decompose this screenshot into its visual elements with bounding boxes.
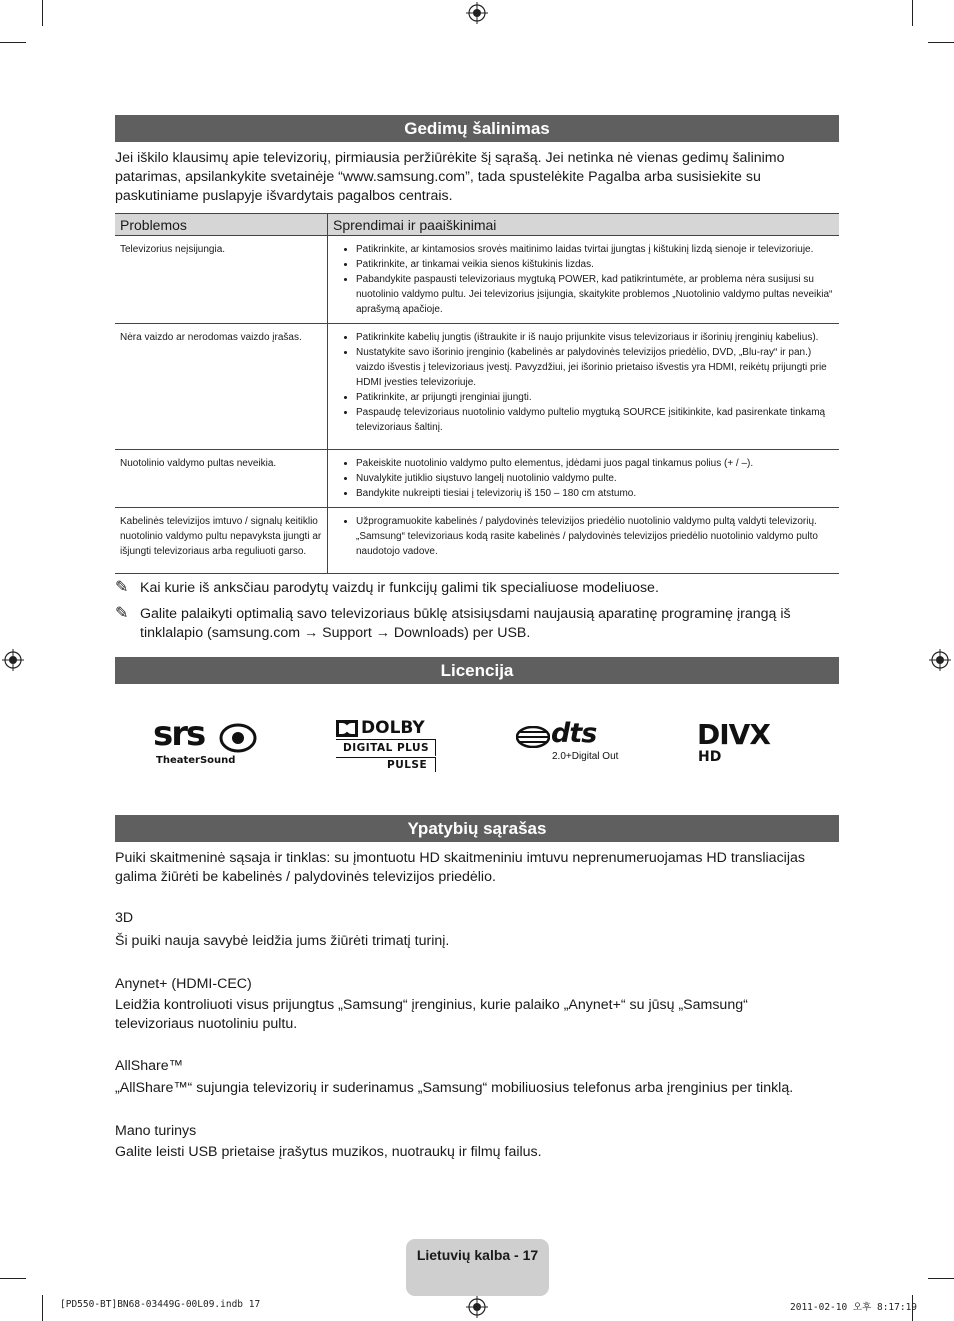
troubleshooting-intro: Jei iškilo klausimų apie televizorių, pirmiausia peržiūrėkite šį sąrašą. Jei netinka nė vienas gedimų šalinimo patarimas, apsilankykite svetainėje “www.samsung.com”, tada spustelėkite Pagalba arba susisiekite su paskutiniame puslapyje išvardytais pagalbos centrais. xyxy=(115,150,785,204)
pencil-note-icon: ✎ xyxy=(115,579,129,596)
troubleshooting-table xyxy=(115,213,839,574)
list-item: • Nuvalykite jutiklio siųstuvo langelį nuotolinio valdymo pulte. xyxy=(356,471,834,486)
list-item: • Patikrinkite, ar prijungti įrenginiai įjungti. xyxy=(356,390,834,405)
table-row xyxy=(115,324,839,450)
crop-mark xyxy=(912,0,913,26)
srs-circle-icon xyxy=(219,723,257,753)
crop-mark xyxy=(42,0,43,26)
solution-list xyxy=(338,330,834,435)
print-timestamp: 2011-02-10 오후 8:17:19 xyxy=(790,1302,918,1313)
dolby-logo: DOLBY DIGITAL PLUS PULSE xyxy=(336,720,438,774)
features-intro: Puiki skaitmeninė sąsaja ir tinklas: su įmontuotu HD skaitmeniniu imtuvu neprenumeruojamas HD transliacijas galima žiūrėti be kabelinės / palydovinės televizijos priedėlio. xyxy=(115,850,805,885)
feature-title: AllShare™ xyxy=(115,1058,183,1074)
note-text: Galite palaikyti optimalią savo televizoriaus būklę atsisiųsdami naujausią aparatinę programinę įrangą iš tinklalapio (samsung.com → Support → Downloads) per USB. xyxy=(140,606,791,641)
feature-title: 3D xyxy=(115,910,134,926)
problem-cell: Nuotolinio valdymo pultas neveikia. xyxy=(115,450,328,508)
registration-mark-icon xyxy=(929,649,951,671)
file-info: [PD550-BT]BN68-03449G-00L09.indb 17 xyxy=(60,1299,261,1310)
dts-wave-icon xyxy=(516,726,550,748)
list-item: • Nustatykite savo išorinio įrenginio (kabelinės ar palydovinės televizijos priedėlio, DVD, „Blu-ray“ ir pan.) vaizdo išvestis į televizoriaus įvestį. Pavyzdžiui, jei išorinio prietaiso išvestis yra HDMI, reikėtų prijungti prie HDMI įvesties televizoriuje. xyxy=(356,345,834,390)
problem-cell: Kabelinės televizijos imtuvo / signalų keitiklio nuotolinio valdymo pultu nepavyksta įjungti ar išjungti televizoriaus arba reguliuoti garso. xyxy=(115,508,328,574)
list-item: • Užprogramuokite kabelinės / palydovinės televizijos priedėlio nuotolinio valdymo pultą valdyti televizorių. „Samsung“ televizoriaus kodą rasite kabelinės / palydovinės televizijos priedėlio nuotolinio valdymo pulto naudotojo vadove. xyxy=(356,514,834,559)
list-item: • Bandykite nukreipti tiesiai į televizorių iš 150 – 180 cm atstumo. xyxy=(356,486,834,501)
dts-logo: dts 2.0+Digital Out xyxy=(516,722,626,768)
list-item: • Pabandykite paspausti televizoriaus mygtuką POWER, kad patikrintumėte, ar problema nėra susijusi su nuotolinio valdymo pultu. Jei televizorius įsijungia, skaitykite problemos „Nuotolinio valdymo pultas neveikia“ aprašymą apačioje. xyxy=(356,272,834,317)
list-item: • Patikrinkite, ar tinkamai veikia sienos kištukinis lizdas. xyxy=(356,257,834,272)
crop-mark xyxy=(0,42,26,43)
crop-mark xyxy=(928,42,954,43)
problem-cell: Televizorius neįsijungia. xyxy=(115,236,328,324)
registration-mark-icon xyxy=(466,1296,488,1318)
crop-mark xyxy=(42,1295,43,1321)
dolby-double-d-icon xyxy=(336,720,358,737)
column-header-problems: Problemos xyxy=(115,214,328,236)
solution-cell xyxy=(328,236,840,324)
section-title-troubleshooting: Gedimų šalinimas xyxy=(115,115,839,142)
list-item: • Paspaudę televizoriaus nuotolinio valdymo pultelio mygtuką SOURCE įsitikinkite, kad pasirenkate tinkamą televizoriaus šaltinį. xyxy=(356,405,834,435)
pencil-note-icon: ✎ xyxy=(115,605,129,622)
crop-mark xyxy=(0,1278,26,1279)
crop-mark xyxy=(928,1278,954,1279)
list-item: • Patikrinkite kabelių jungtis (ištraukite ir iš naujo prijunkite visus televizoriaus ir išorinių įrenginių kabelius). xyxy=(356,330,834,345)
feature-title: Mano turinys xyxy=(115,1123,197,1139)
feature-description: Ši puiki nauja savybė leidžia jums žiūrėti trimatį turinį. xyxy=(115,933,450,949)
column-header-solutions: Sprendimai ir paaiškinimai xyxy=(328,214,840,236)
solution-list xyxy=(338,514,834,559)
section-title-license: Licencija xyxy=(115,657,839,684)
solution-list xyxy=(338,456,834,501)
registration-mark-icon xyxy=(2,649,24,671)
note xyxy=(115,579,839,598)
solution-cell xyxy=(328,324,840,450)
table-row xyxy=(115,450,839,508)
registration-mark-icon xyxy=(466,2,488,24)
table-row xyxy=(115,508,839,574)
srs-logo: srs TheaterSound xyxy=(153,720,263,772)
solution-list xyxy=(338,242,834,317)
note-text: Kai kurie iš anksčiau parodytų vaizdų ir funkcijų galimi tik specialiuose modeliuose. xyxy=(140,580,659,596)
list-item: • Pakeiskite nuotolinio valdymo pulto elementus, įdėdami juos pagal tinkamus polius (+ / –). xyxy=(356,456,834,471)
divx-logo: DIVX HD xyxy=(697,718,770,765)
feature-description: Leidžia kontroliuoti visus prijungtus „Samsung“ įrenginius, kurie palaiko „Anynet+“ su jūsų „Samsung“ televizoriaus nuotoliniu pultu. xyxy=(115,997,748,1032)
problem-cell: Nėra vaizdo ar nerodomas vaizdo įrašas. xyxy=(115,324,328,450)
table-row xyxy=(115,236,839,324)
feature-description: Galite leisti USB prietaise įrašytus muzikos, nuotraukų ir filmų failus. xyxy=(115,1144,542,1160)
solution-cell xyxy=(328,508,840,574)
solution-cell xyxy=(328,450,840,508)
note xyxy=(115,605,839,643)
page-number-tab: Lietuvių kalba - 17 xyxy=(406,1239,549,1296)
section-title-features: Ypatybių sąrašas xyxy=(115,815,839,842)
feature-title: Anynet+ (HDMI-CEC) xyxy=(115,976,252,992)
list-item: • Patikrinkite, ar kintamosios srovės maitinimo laidas tvirtai įjungtas į kištukinį lizdą sienoje ir televizoriuje. xyxy=(356,242,834,257)
table-header-row xyxy=(115,214,839,236)
feature-description: „AllShare™“ sujungia televizorių ir suderinamus „Samsung“ mobiliuosius telefonus arba įrenginius per tinklą. xyxy=(115,1080,794,1096)
